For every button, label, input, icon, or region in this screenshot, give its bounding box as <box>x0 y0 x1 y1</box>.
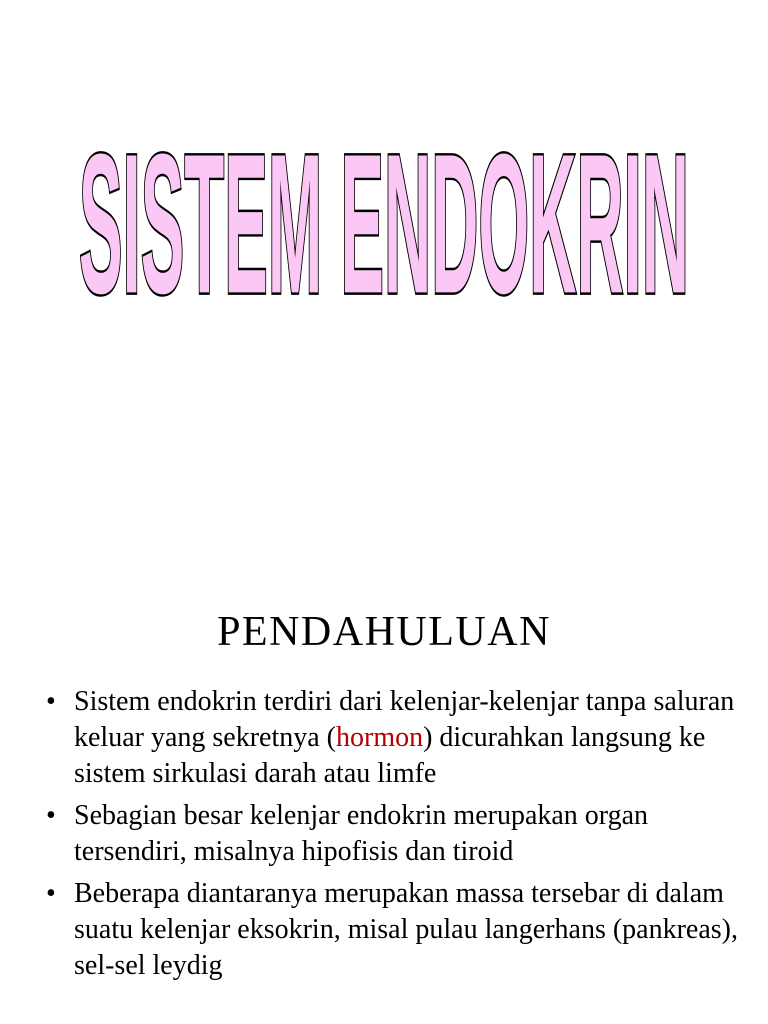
bullet-item <box>44 876 744 984</box>
bullet-icon: • <box>46 800 56 831</box>
slide-title-wordart <box>0 135 768 325</box>
bullet-list <box>44 684 744 990</box>
bullet-icon: • <box>46 686 56 717</box>
highlighted-term: hormon <box>336 722 424 753</box>
bullet-icon: • <box>46 878 56 909</box>
bullet-text: Sebagian besar kelenjar endokrin merupakan organ tersendiri, misalnya hipofisis dan tiroid <box>74 800 649 867</box>
bullet-item <box>44 798 744 870</box>
slide-title-text: SISTEM ENDOKRIN <box>79 135 690 325</box>
bullet-text: ) dicurahkan langsung ke sistem sirkulasi darah atau limfe <box>74 722 706 789</box>
intro-slide <box>0 560 768 1024</box>
bullet-item <box>44 684 744 792</box>
section-heading: PENDAHULUAN <box>217 609 551 655</box>
bullet-text: Beberapa diantaranya merupakan massa tersebar di dalam suatu kelenjar eksokrin, misal pulau langerhans (pankreas), sel-sel leydig <box>74 878 739 981</box>
slide-title <box>0 135 768 325</box>
bullet-text: Sistem endokrin terdiri dari kelenjar-kelenjar tanpa saluran keluar yang sekretnya ( <box>74 686 735 753</box>
